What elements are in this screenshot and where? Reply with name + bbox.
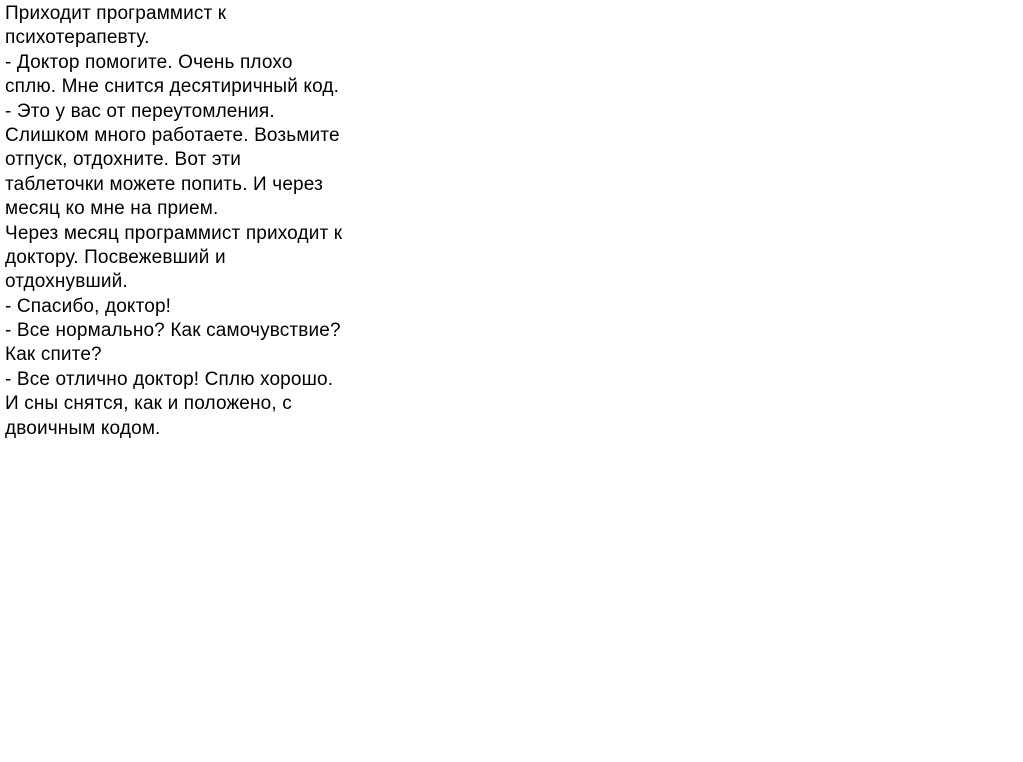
text-line: доктору. Посвежевший и xyxy=(5,246,226,268)
text-line: месяц ко мне на прием. xyxy=(5,198,219,220)
text-line: - Все нормально? Как самочувствие? xyxy=(5,320,341,342)
text-line: отдохнувший. xyxy=(5,271,128,293)
text-line: психотерапевту. xyxy=(5,27,150,49)
text-line: Через месяц программист приходит к xyxy=(5,222,343,244)
text-line: - Спасибо, доктор! xyxy=(5,295,172,317)
text-line: отпуск, отдохните. Вот эти xyxy=(5,149,241,171)
text-line: Как спите? xyxy=(5,344,102,366)
text-line: Приходит программист к xyxy=(5,3,227,24)
text-line: - Доктор помогите. Очень плохо xyxy=(5,51,293,73)
text-line: таблеточки можете попить. И через xyxy=(5,173,323,195)
joke-text xyxy=(5,2,342,441)
text-line: - Все отлично доктор! Сплю хорошо. xyxy=(5,368,334,390)
text-line: И сны снятся, как и положено, с xyxy=(5,393,292,415)
text-line: - Это у вас от переутомления. xyxy=(5,100,275,122)
text-line: Слишком много работаете. Возьмите xyxy=(5,124,340,146)
text-line: двоичным кодом. xyxy=(5,417,161,439)
text-line: сплю. Мне снится десятиричный код. xyxy=(5,76,340,98)
